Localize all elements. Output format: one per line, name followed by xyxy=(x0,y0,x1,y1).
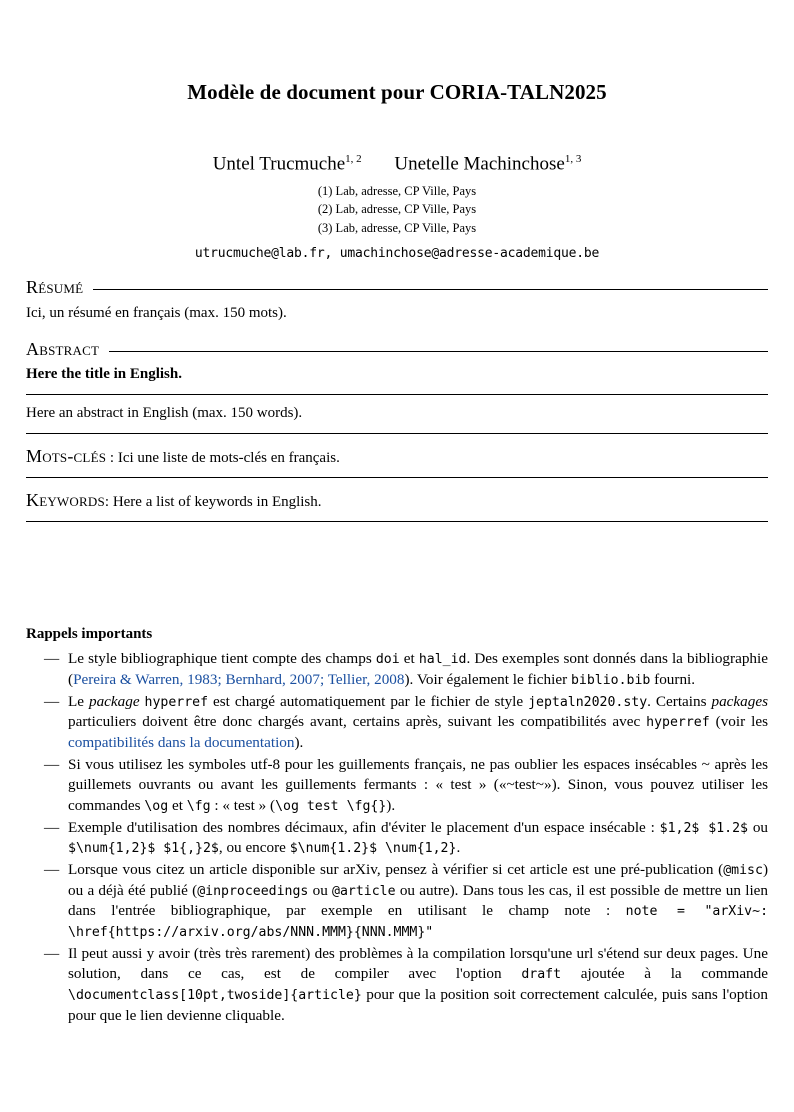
author-2 xyxy=(394,153,581,175)
body-text: ou xyxy=(308,881,333,899)
body-text: Le xyxy=(68,692,89,710)
body-text: ou xyxy=(748,818,769,836)
abstract-label: Abstract xyxy=(26,338,100,359)
affiliation-2: (2) Lab, adresse, CP Ville, Pays xyxy=(317,202,477,217)
inline-code: $1,2$ $1.2$ xyxy=(659,820,748,836)
keywords-fr-row xyxy=(26,446,768,467)
inline-code: note = "arXiv~: \href{https://arxiv.org/abs/NNN.MMM}{NNN.MMM}" xyxy=(68,904,769,940)
body-text: ) ou a déjà été publié ( xyxy=(68,860,768,899)
resume-text: Ici, un résumé en français (max. 150 mots). xyxy=(26,304,287,321)
body-text: et xyxy=(399,650,419,668)
keywords-en-divider-top xyxy=(26,477,768,478)
inline-code: hyperref xyxy=(646,715,710,731)
inline-code: \documentclass[10pt,twoside]{article} xyxy=(68,987,362,1003)
body-text: Si vous utilisez les symboles utf-8 pour les guillements français, ne pas oublier les espaces insécables ~ après les guillemets ouvrants ou avant les guillements fermants : « test » («~test~»). Sinon, vous pouvez utiliser les commandes xyxy=(68,755,768,814)
body-text: : « test » ( xyxy=(210,796,276,814)
inline-code: \fg xyxy=(186,798,211,814)
inline-code: \og test \fg{} xyxy=(275,798,387,814)
resume-heading xyxy=(26,277,768,298)
keywords-fr-value: Ici une liste de mots-clés en français. xyxy=(117,450,340,467)
body-text: et xyxy=(168,796,187,814)
author-1-name: Untel Trucmuche xyxy=(212,153,346,175)
inline-code: jeptaln2020.sty xyxy=(528,694,648,710)
abstract-divider xyxy=(26,394,768,395)
list-dash-icon: — xyxy=(44,755,60,773)
keywords-fr-divider-top xyxy=(26,433,768,434)
inline-code: $\num{1.2}$ \num{1,2} xyxy=(289,841,457,857)
author-2-affil-marker: 1, 3 xyxy=(564,153,582,165)
spacer xyxy=(26,530,768,626)
abstract-rule xyxy=(109,351,768,352)
inline-code: hal_id xyxy=(418,652,467,668)
keywords-en-separator: : xyxy=(104,494,113,511)
abstract-text: Here an abstract in English (max. 150 words). xyxy=(26,404,303,421)
resume-label: Résumé xyxy=(26,276,84,297)
body-text: , ou encore xyxy=(218,839,290,857)
keywords-en-label: Keywords xyxy=(26,490,105,511)
list-item xyxy=(26,944,768,1027)
author-1 xyxy=(213,153,362,175)
emphasis-text: packages xyxy=(711,692,768,710)
list-item xyxy=(26,649,768,690)
affiliation-list xyxy=(26,182,768,236)
list-item xyxy=(26,692,768,754)
paper-content xyxy=(26,80,768,1026)
body-text: ajoutée à la commande xyxy=(561,965,768,983)
inline-code: @inproceedings xyxy=(197,883,309,899)
author-emails: utrucmuche@lab.fr, umachinchose@adresse-academique.be xyxy=(194,245,600,261)
inline-code: hyperref xyxy=(144,694,209,710)
body-text: . Des exemples sont donnés dans la bibliographie ( xyxy=(68,650,768,688)
abstract-english-title: Here the title in English. xyxy=(26,365,182,382)
body-text: (voir les xyxy=(709,713,768,731)
body-text: ). Voir également le fichier xyxy=(404,670,571,688)
doc-link[interactable]: compatibilités dans la documentation xyxy=(68,733,295,751)
body-text: . xyxy=(456,839,461,857)
list-dash-icon: — xyxy=(44,818,60,836)
body-text: Il peut aussi y avoir (très très rarement) des problèmes à la compilation lorsqu'une url s'étend sur deux pages. Une solution, dans ce cas, est de compiler avec l'option xyxy=(68,944,768,983)
list-item xyxy=(26,860,768,943)
inline-code: doi xyxy=(375,652,400,668)
list-dash-icon: — xyxy=(44,944,60,962)
body-text: . Certains xyxy=(647,692,712,710)
body-text: ou autre). Dans tous les cas, il est possible de mettre un lien dans l'entrée bibliographique, par exemple en utilisant le champ note : xyxy=(68,881,768,920)
keywords-fr-label: Mots-clés xyxy=(26,446,107,467)
keywords-en-row xyxy=(26,490,768,511)
keywords-fr-separator: : xyxy=(106,450,118,467)
body-text: Exemple d'utilisation des nombres décimaux, afin d'éviter le placement d'un espace insécable : xyxy=(68,818,660,836)
body-text: fourni. xyxy=(650,670,696,688)
emphasis-text: package xyxy=(88,692,140,710)
inline-code: @article xyxy=(332,883,396,899)
author-list xyxy=(26,153,768,175)
citation-link[interactable]: Pereira & Warren, 1983; Bernhard, 2007; Tellier, 2008 xyxy=(73,670,405,688)
list-item xyxy=(26,818,768,859)
reminder-list xyxy=(26,649,768,1026)
resume-rule xyxy=(93,289,768,290)
body-text: ). xyxy=(294,733,304,751)
keywords-en-divider-bottom xyxy=(26,521,768,522)
body-text: pour que la position soit correctement calculée, puis sans l'option pour que le lien devienne cliquable. xyxy=(68,985,768,1024)
abstract-heading xyxy=(26,339,768,360)
affiliation-1: (1) Lab, adresse, CP Ville, Pays xyxy=(317,184,477,199)
inline-code: $\num{1,2}$ $1{,}2$ xyxy=(68,841,219,857)
keywords-en-value: Here a list of keywords in English. xyxy=(112,494,322,511)
inline-code: @misc xyxy=(723,862,763,878)
list-dash-icon: — xyxy=(44,860,60,878)
author-2-name: Unetelle Machinchose xyxy=(394,153,565,175)
page-title: Modèle de document pour CORIA-TALN2025 xyxy=(187,80,607,104)
list-dash-icon: — xyxy=(44,692,60,710)
inline-code: draft xyxy=(521,967,562,983)
inline-code: \og xyxy=(144,798,169,814)
body-text: Le style bibliographique tient compte des champs xyxy=(68,650,376,668)
affiliation-3: (3) Lab, adresse, CP Ville, Pays xyxy=(317,220,477,235)
body-text: ). xyxy=(386,796,396,814)
inline-code: biblio.bib xyxy=(570,672,651,688)
body-text: Lorsque vous citez un article disponible sur arXiv, pensez à vérifier si cet article est une pré-publication ( xyxy=(68,860,724,878)
author-1-affil-marker: 1, 2 xyxy=(345,153,362,165)
body-text: particuliers doivent être donc chargés avant, certains après, suivant les compatibilités avec xyxy=(68,713,647,731)
section-title: Rappels importants xyxy=(26,626,153,643)
list-item xyxy=(26,755,768,817)
body-text: est chargé automatiquement par le fichier de style xyxy=(208,692,529,710)
list-dash-icon: — xyxy=(44,650,60,668)
